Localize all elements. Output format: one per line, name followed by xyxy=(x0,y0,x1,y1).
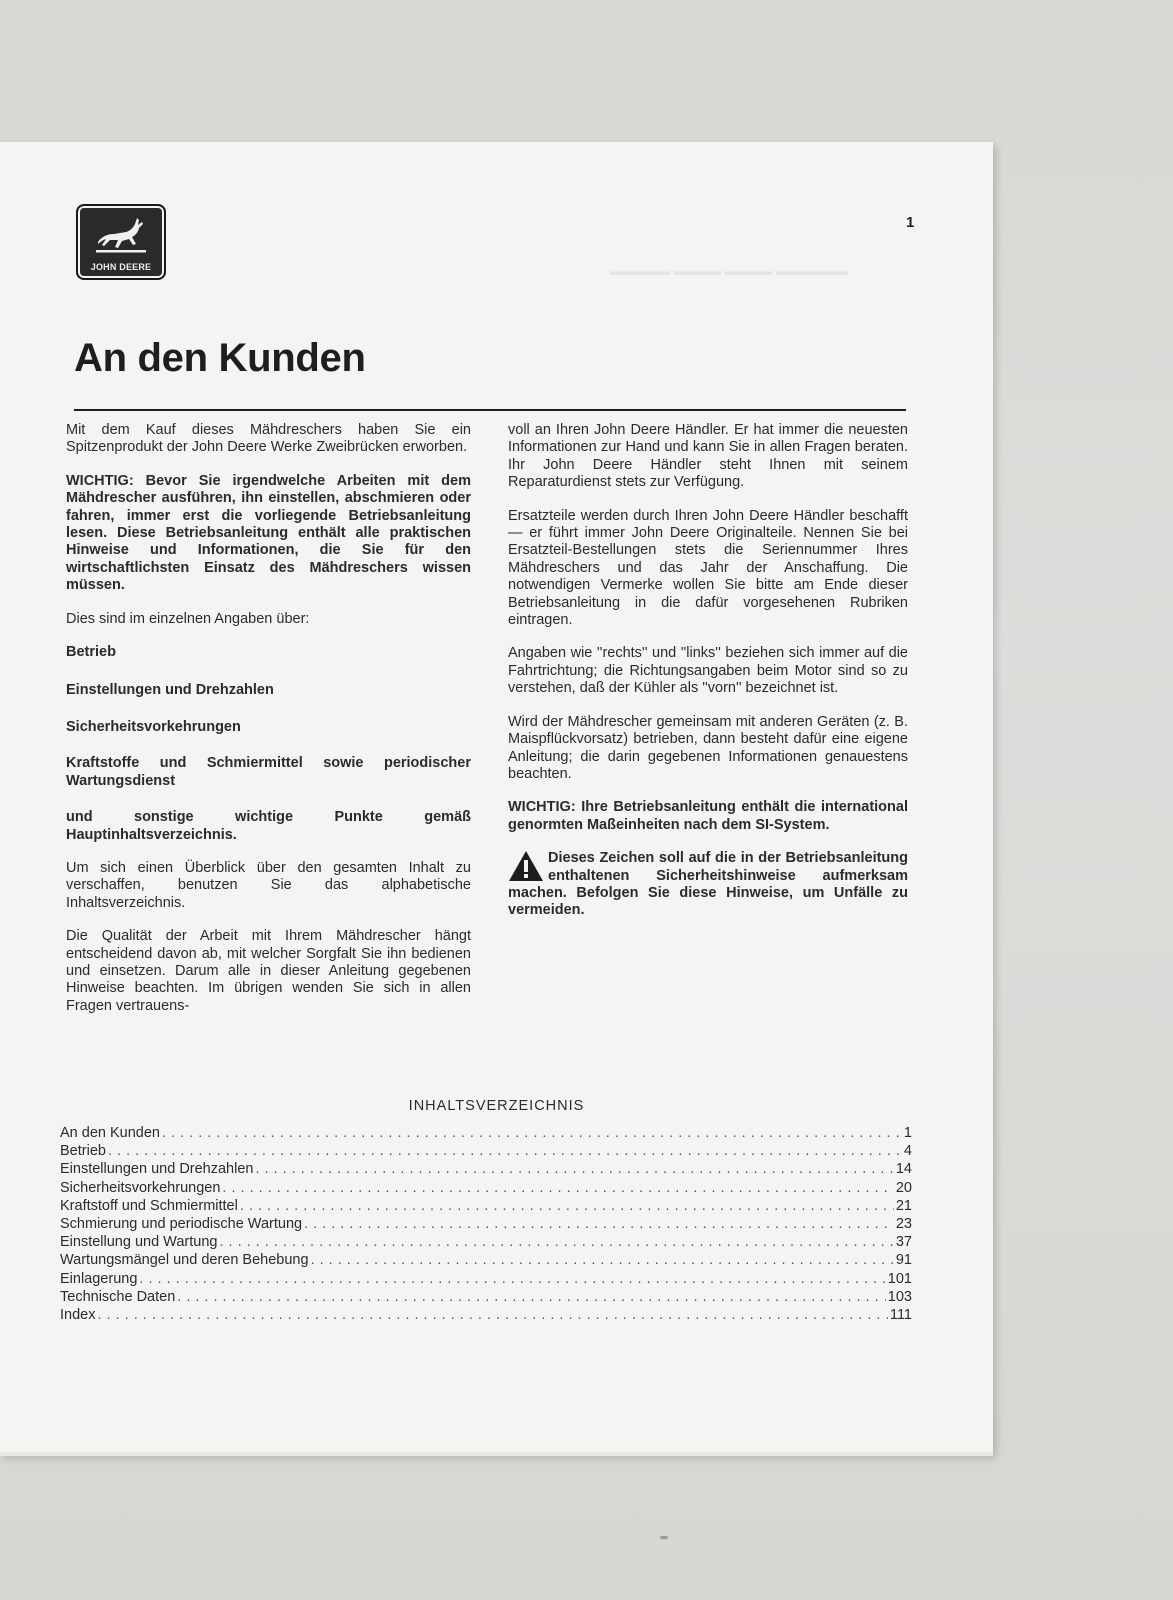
toc-entry xyxy=(60,1197,912,1215)
toc-entry-label: Sicherheitsvorkehrungen xyxy=(60,1179,221,1196)
toc-entry-label: An den Kunden xyxy=(60,1125,160,1141)
bleed-through-shadow: ▬▬▬▬▬ ▬▬▬▬ ▬▬▬▬ ▬▬▬▬▬▬ xyxy=(610,264,849,278)
deer-logo-icon xyxy=(92,212,150,260)
quality-paragraph: Die Qualität der Arbeit mit Ihrem Mähdrescher hängt entscheidend davon ab, mit welcher Sorgfalt Sie ihn bedienen und einsetzen. Darum alle in dieser Anleitung gegebenen Hinweise beachten. Im übrigen wenden Sie sich in allen Fragen vertrauens- xyxy=(66,928,471,1014)
left-column xyxy=(66,422,471,1031)
toc-entry-page: 91 xyxy=(895,1252,912,1269)
toc-leader-dots xyxy=(219,1233,893,1251)
toc-entry-label: Einlagerung xyxy=(60,1270,138,1287)
attachments-paragraph: Wird der Mähdrescher gemeinsam mit anderen Geräten (z. B. Maispflückvorsatz) betrieben, dann besteht dafür eine eigene Anleitung; die darin gegebenen Informationen genauestens beachten. xyxy=(508,713,908,782)
topic-item: Einstellungen und Drehzahlen xyxy=(66,682,274,699)
manual-page xyxy=(0,142,993,1454)
toc-leader-dots xyxy=(240,1197,894,1215)
toc-entry-page: 103 xyxy=(887,1288,912,1305)
toc-entry xyxy=(60,1179,912,1197)
toc-leader-dots xyxy=(222,1179,893,1197)
page-number: 1 xyxy=(906,214,915,231)
logo-text: JOHN DEERE xyxy=(90,262,152,272)
page-title: An den Kunden xyxy=(74,336,366,380)
toc-entry xyxy=(60,1160,912,1178)
si-units-notice: WICHTIG: Ihre Betriebsanleitung enthält die international genormten Maßeinheiten nach dem SI-System. xyxy=(508,799,908,833)
toc-entry-page: 101 xyxy=(887,1270,912,1287)
toc-leader-dots xyxy=(311,1251,894,1269)
toc-entry-label: Index xyxy=(60,1307,96,1324)
toc-entry xyxy=(60,1124,912,1142)
safety-note-text: Dieses Zeichen soll auf die in der Betriebsanleitung enthaltenen Sicherheitshinweise aufmerksam machen. Befolgen Sie diese Hinweise, um Unfälle zu vermeiden. xyxy=(508,850,908,919)
toc-entry-page: 1 xyxy=(903,1125,912,1141)
topics-intro: Dies sind im einzelnen Angaben über: xyxy=(66,610,310,627)
spare-parts-paragraph: Ersatzteile werden durch Ihren John Deere Händler beschafft — er führt immer John Deere Originalteile. Nennen Sie bei Ersatzteil-Bestellungen stets die Seriennummer Ihres Mähdreschers und das Jahr der Anschaffung. Die notwendigen Vermerke wollen Sie bitte am Ende dieser Betriebsanleitung in die dafür vorgesehenen Rubriken eintragen. xyxy=(508,507,908,629)
direction-paragraph: Angaben wie ''rechts'' und ''links'' beziehen sich immer auf die Fahrtrichtung; die Richtungsangaben beim Motor sind so zu verstehen, daß der Kühler als ''vorn'' bezeichnet ist. xyxy=(508,645,908,697)
toc-entry xyxy=(60,1251,912,1269)
toc-entry-page: 111 xyxy=(889,1307,912,1324)
important-notice: WICHTIG: Bevor Sie irgendwelche Arbeiten mit dem Mähdrescher ausführen, ihn einstellen, abschmieren oder fahren, immer erst die vorliegende Betriebsanleitung lesen. Diese Betriebsanleitung enthält alle praktischen Hinweise und Informationen, die Sie für den wirtschaftlichsten Einsatz des Mähdreschers wissen müssen. xyxy=(66,472,471,594)
topic-item: Kraftstoffe und Schmiermittel sowie periodischer Wartungsdienst xyxy=(66,755,471,789)
toc-entry-label: Wartungsmängel und deren Behebung xyxy=(60,1252,309,1269)
surface-speck xyxy=(660,1536,668,1539)
toc-entry xyxy=(60,1306,912,1324)
toc-entry xyxy=(60,1215,912,1233)
dealer-paragraph: voll an Ihren John Deere Händler. Er hat immer die neuesten Informationen zur Hand und kann Sie in allen Fragen beraten. Ihr John Deere Händler steht Ihnen mit seinem Reparaturdienst stets zur Verfügung. xyxy=(508,422,908,491)
warning-triangle-icon xyxy=(508,850,544,882)
toc-entry-page: 4 xyxy=(903,1143,912,1160)
overview-paragraph: Um sich einen Überblick über den gesamten Inhalt zu verschaffen, benutzen Sie das alphabetische Inhaltsverzeichnis. xyxy=(66,859,471,911)
toc-leader-dots xyxy=(162,1124,902,1142)
toc-entry-page: 37 xyxy=(895,1234,912,1251)
toc-entry-label: Technische Daten xyxy=(60,1288,176,1305)
toc-entry-label: Schmierung und periodische Wartung xyxy=(60,1216,303,1233)
intro-paragraph: Mit dem Kauf dieses Mähdreschers haben Sie ein Spitzenprodukt der John Deere Werke Zweibrücken erworben. xyxy=(66,422,471,456)
topic-item: Sicherheitsvorkehrungen xyxy=(66,718,241,735)
toc-entry-page: 20 xyxy=(895,1179,912,1196)
safety-note xyxy=(508,850,908,920)
john-deere-logo xyxy=(76,204,166,280)
topic-item: und sonstige wichtige Punkte gemäß Hauptinhaltsverzeichnis. xyxy=(66,809,471,843)
toc-leader-dots xyxy=(304,1215,894,1233)
toc-leader-dots xyxy=(139,1270,885,1288)
toc-entry xyxy=(60,1142,912,1160)
toc-entry-label: Kraftstoff und Schmiermittel xyxy=(60,1197,238,1214)
toc-entry xyxy=(60,1270,912,1288)
toc-leader-dots xyxy=(97,1306,887,1324)
toc-entry-label: Betrieb xyxy=(60,1143,106,1160)
page-stack-edge xyxy=(0,1452,993,1456)
toc-entry xyxy=(60,1288,912,1306)
toc-heading: INHALTSVERZEICHNIS xyxy=(408,1098,585,1114)
toc-entry-label: Einstellungen und Drehzahlen xyxy=(60,1161,254,1178)
toc-entry-page: 21 xyxy=(895,1197,912,1214)
toc-leader-dots xyxy=(108,1142,902,1160)
table-of-contents xyxy=(60,1124,912,1324)
right-column xyxy=(508,422,908,936)
toc-leader-dots xyxy=(255,1160,893,1178)
toc-entry-page: 14 xyxy=(895,1161,912,1178)
title-rule xyxy=(74,409,906,411)
toc-entry-page: 23 xyxy=(895,1216,912,1233)
toc-entry xyxy=(60,1233,912,1251)
toc-leader-dots xyxy=(177,1288,886,1306)
toc-entry-label: Einstellung und Wartung xyxy=(60,1234,218,1251)
topic-item: Betrieb xyxy=(66,644,116,661)
